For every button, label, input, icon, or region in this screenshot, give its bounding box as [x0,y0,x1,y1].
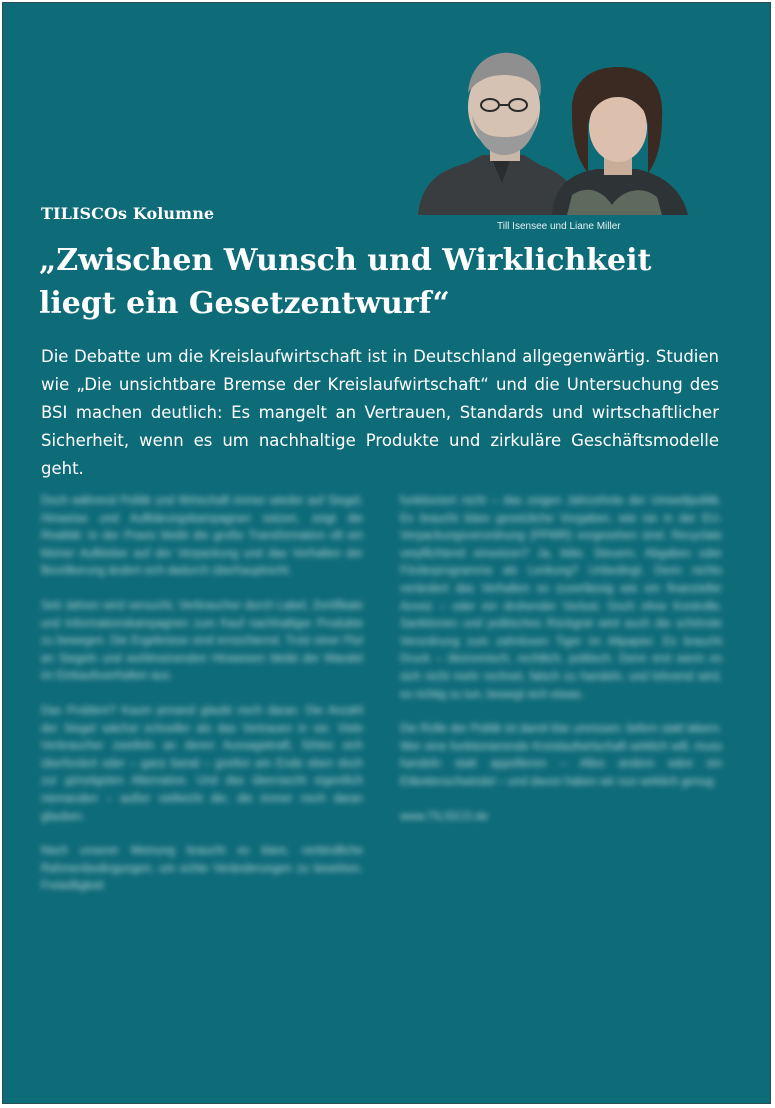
body-column-right [400,493,722,843]
headline-line-1: „Zwischen Wunsch und Wirklichkeit [39,243,652,278]
author-photo [412,45,690,215]
column-kicker: TILISCOs Kolumne [41,204,215,223]
article-headline [39,239,739,325]
photo-caption: Till Isensee und Liane Miller [497,221,621,232]
body-paragraph: Seit Jahren wird versucht, Verbraucher durch Label, Zertifikate und Informationskampagnen zum Kauf nachhaltiger Produkte zu bewegen. Die Ergebnisse sind ernüchternd. Trotz einer Flut an Siegeln und wohlmeinenden Hinweisen bleibt der Wandel im Einkaufsverhalten aus. [41,599,363,683]
body-paragraph: Die Rolle der Politik ist damit klar umrissen: liefern statt labern. Wer eine funktionierende Kreislaufwirtschaft wirklich will, muss handeln statt appellieren – Alles andere wäre ein Etikettenschwindel – und davon haben wir nun wirklich genug. [400,723,722,788]
body-paragraph: Doch während Politik und Wirtschaft immer wieder auf Siegel, Hinweise und Aufklärungskampagnen setzen, zeigt die Realität: In der Praxis bleibt die große Transformation oft ein kleiner Aufkleber auf der Verpackung und das Verhalten der Bevölkerung ändert sich dadurch überhauptnicht. [41,495,363,578]
headline-line-2: liegt ein Gesetzentwurf“ [39,286,450,321]
body-paragraph: Das Problem? Kaum jemand glaubt noch daran. Die Anzahl der Siegel wächst schneller als das Vertrauen in sie. Viele Verbraucher zweifeln an deren Aussagekraft, fühlen sich überfordert oder – ganz banal – greifen am Ende eben doch zur günstigsten Alternative. Und das überrascht eigentlich niemanden – außer vielleicht die, die immer noch daran glauben. [41,704,363,823]
body-paragraph: funktioniert nicht – das zeigen Jahrzehnte der Umweltpolitik. Es braucht klare gesetzliche Vorgaben, wie sie in der EU-Verpackungsverordnung (PPWR) vorgesehen sind. Recyclate verpflichtend einsetzen? Ja, bitte. Steuern, Abgaben oder Förderprogramme als Lenkung? Unbedingt. Denn nichts verändert das Verhalten so zuverlässig wie ein finanzieller Anreiz – oder ein drohender Verlust. Doch ohne Kontrolle, Sanktionen und politisches Rückgrat wird auch die schönste Verordnung zum zahnlosen Tiger im Altpapier. Es braucht Druck – ökonomisch, rechtlich, politisch. Denn erst wenn es sich nicht mehr rechnet, falsch zu handeln, und lohnend wird, es richtig zu tun, bewegt sich etwas. [400,495,722,701]
body-paragraph: Nach unserer Meinung braucht es klare, verbindliche Rahmenbedingungen, um echte Veränderungen zu bewirken. Freiwilligkeit [41,845,363,893]
body-column-left [41,493,363,913]
article-lead: Die Debatte um die Kreislaufwirtschaft ist in Deutschland allgegenwärtig. Studien wie „Die unsichtbare Bremse der Kreislaufwirtschaft“ und die Untersuchung des BSI machen deutlich: Es mangelt an Vertrauen, Standards und wirtschaftlicher Sicherheit, wenn es um nachhaltige Produkte und zirkuläre Geschäftsmodelle geht. [41,347,719,478]
website-link: www.TILISCO.de [400,810,489,823]
column-page [2,2,771,1104]
